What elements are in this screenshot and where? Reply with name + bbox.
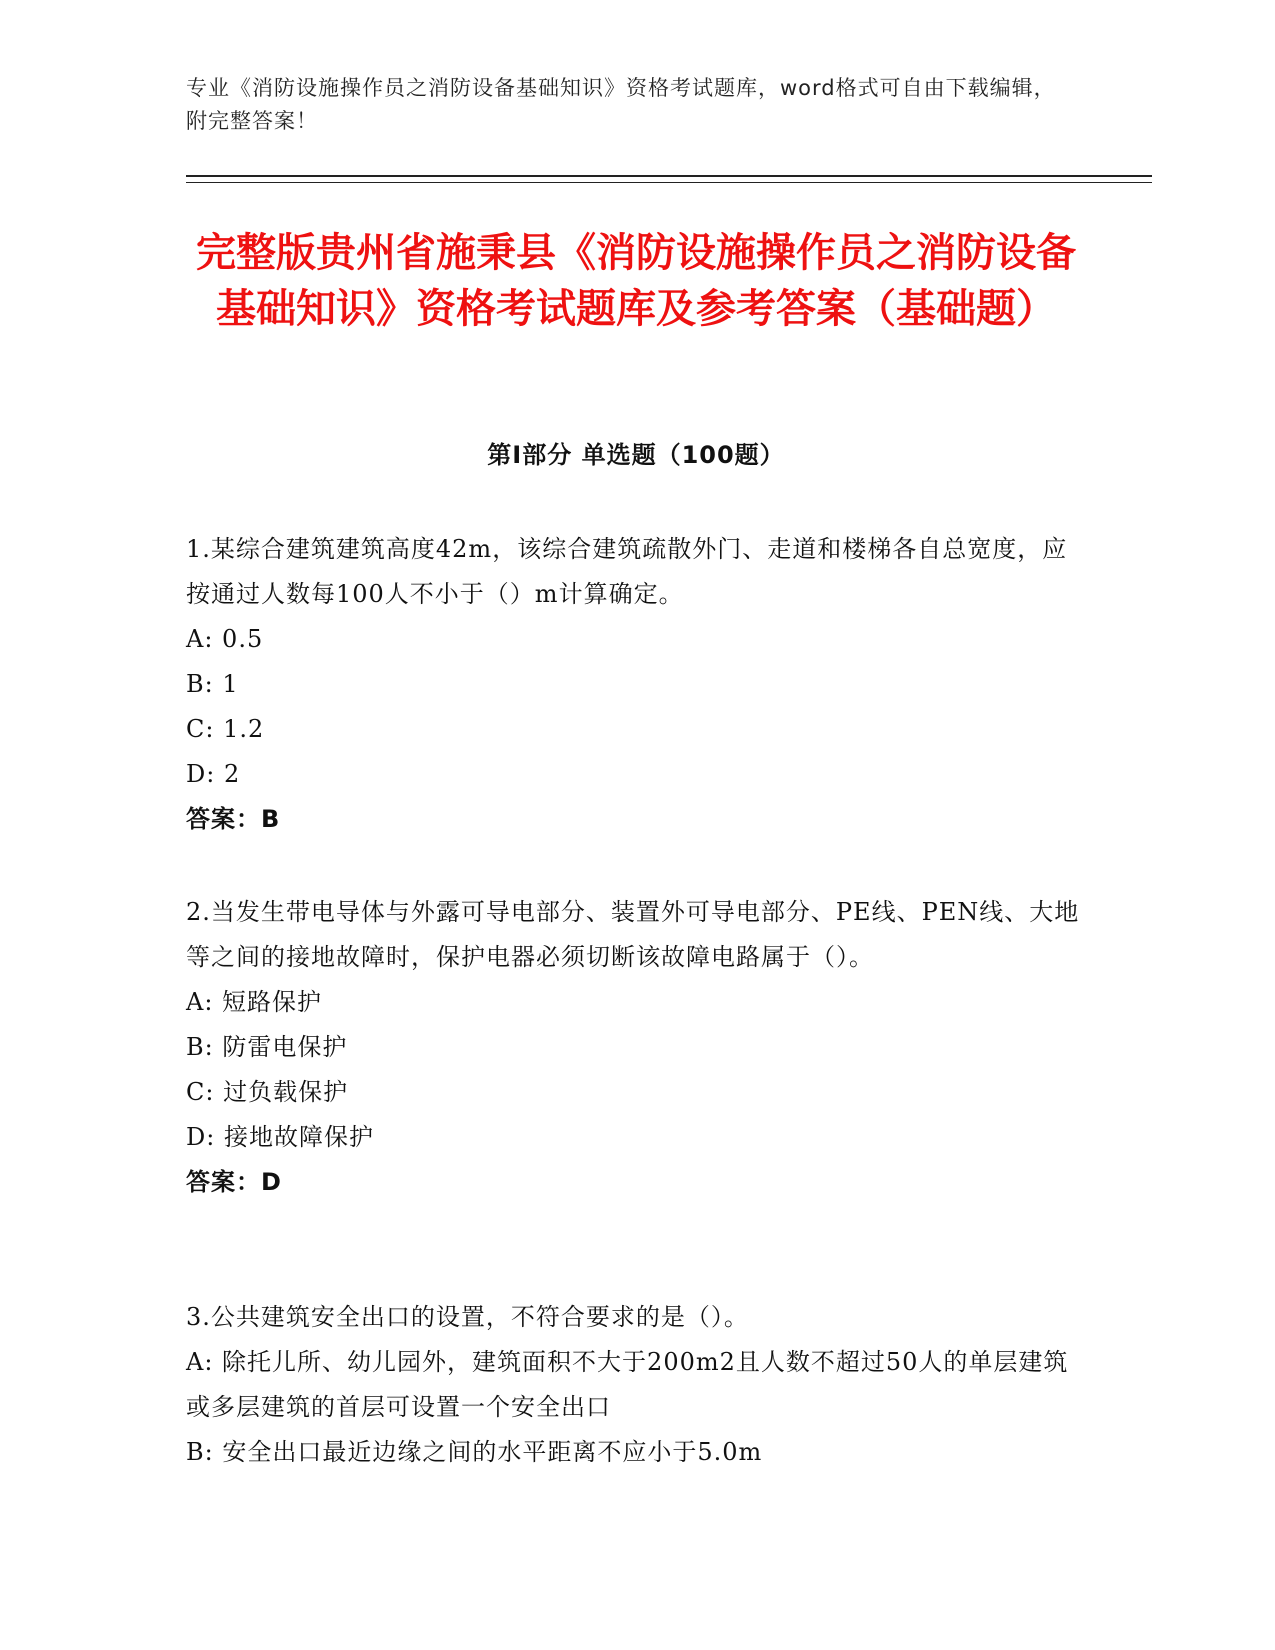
- option-c: C: 过负载保护: [186, 1078, 349, 1106]
- question-stem: 3.公共建筑安全出口的设置，不符合要求的是（）。: [186, 1303, 749, 1331]
- option-b: B: 1: [186, 670, 239, 698]
- option-d: D: 接地故障保护: [186, 1123, 374, 1151]
- question-stem: 1.某综合建筑建筑高度42m，该综合建筑疏散外门、走道和楼梯各自总宽度，应按通过人数每100人不小于（）m计算确定。: [186, 535, 1068, 608]
- option-c: C: 1.2: [186, 715, 265, 743]
- answer: 答案：B: [186, 805, 281, 833]
- option-a: A: 除托儿所、幼儿园外，建筑面积不大于200m2且人数不超过50人的单层建筑或多层建筑的首层可设置一个安全出口: [186, 1348, 1069, 1421]
- answer: 答案：D: [186, 1168, 282, 1196]
- option-a: A: 0.5: [186, 625, 264, 653]
- option-d: D: 2: [186, 760, 241, 788]
- header-divider-thin: [186, 182, 1152, 183]
- section-title: 第I部分 单选题（100题）: [487, 441, 785, 469]
- question-stem: 2.当发生带电导体与外露可导电部分、装置外可导电部分、PE线、PEN线、大地等之间的接地故障时，保护电器必须切断该故障电路属于（）。: [186, 898, 1080, 971]
- document-title: 完整版贵州省施秉县《消防设施操作员之消防设备基础知识》资格考试题库及参考答案（基础题）: [196, 230, 1076, 332]
- header-note: 专业《消防设施操作员之消防设备基础知识》资格考试题库，word格式可自由下载编辑，附完整答案！: [186, 76, 1056, 133]
- question-1: [186, 527, 1086, 842]
- question-3: [186, 1295, 1086, 1475]
- question-2: [186, 890, 1086, 1205]
- header-divider: [186, 175, 1152, 177]
- option-a: A: 短路保护: [186, 988, 323, 1016]
- option-b: B: 安全出口最近边缘之间的水平距离不应小于5.0m: [186, 1438, 763, 1466]
- option-b: B: 防雷电保护: [186, 1033, 348, 1061]
